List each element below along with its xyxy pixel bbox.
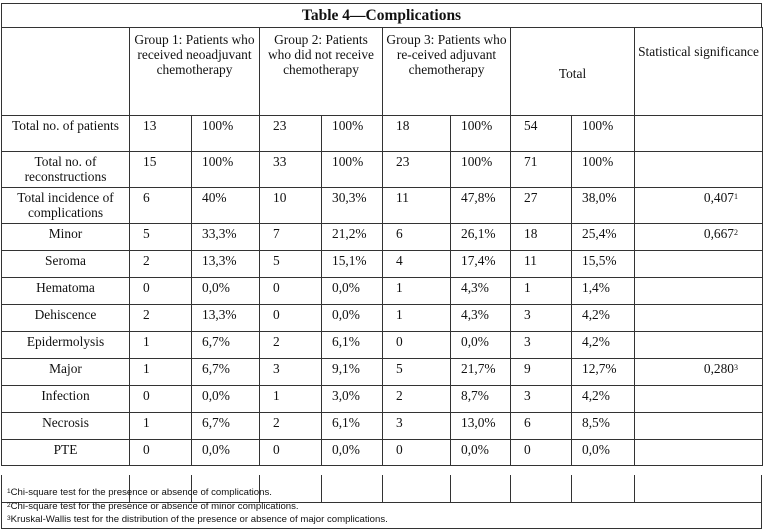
cell-g1n: 0	[130, 440, 192, 466]
cell-g3n: 11	[383, 188, 451, 224]
cell-g3p: 4,3%	[451, 278, 511, 305]
footnote-1: $^1$Chi-square test for the presence or absence of complications.	[7, 487, 272, 498]
cell-g3p: 100%	[451, 152, 511, 188]
cell-g2n: 0	[260, 440, 322, 466]
table-row	[2, 305, 763, 332]
cell-g1p: 6,7%	[192, 413, 260, 440]
cell-g3n: 5	[383, 359, 451, 386]
row-label: Epidermolysis	[2, 332, 130, 359]
cell-g3p: 4,3%	[451, 305, 511, 332]
cell-tp: 0,0%	[572, 440, 635, 466]
cell-g2p: 6,1%	[322, 332, 383, 359]
cell-tn: 27	[511, 188, 572, 224]
cell-tn: 9	[511, 359, 572, 386]
cell-g2n: 0	[260, 278, 322, 305]
cell-tp: 4,2%	[572, 386, 635, 413]
cell-g3p: 13,0%	[451, 413, 511, 440]
cell-g1n: 1	[130, 413, 192, 440]
cell-g1p: 13,3%	[192, 251, 260, 278]
header-row	[2, 28, 763, 116]
cell-g1n: 1	[130, 359, 192, 386]
cell-g2p: 100%	[322, 152, 383, 188]
cell-g3p: 100%	[451, 116, 511, 152]
cell-g1p: 6,7%	[192, 359, 260, 386]
table-row	[2, 332, 763, 359]
cell-g2n: 0	[260, 305, 322, 332]
cell-tn: 3	[511, 305, 572, 332]
cell-g1n: 1	[130, 332, 192, 359]
row-label: Hematoma	[2, 278, 130, 305]
cell-g2p: 15,1%	[322, 251, 383, 278]
cell-g3n: 0	[383, 332, 451, 359]
cell-significance	[635, 332, 763, 359]
cell-significance	[635, 305, 763, 332]
cell-g2n: 23	[260, 116, 322, 152]
table-row	[2, 440, 763, 466]
table-row	[2, 251, 763, 278]
cell-tn: 54	[511, 116, 572, 152]
cell-tn: 0	[511, 440, 572, 466]
cell-g3n: 4	[383, 251, 451, 278]
cell-g1n: 0	[130, 278, 192, 305]
table-row	[2, 359, 763, 386]
cell-g3p: 21,7%	[451, 359, 511, 386]
cell-g3n: 1	[383, 278, 451, 305]
cell-g3p: 0,0%	[451, 440, 511, 466]
cell-significance	[635, 413, 763, 440]
cell-significance	[635, 278, 763, 305]
row-label: Total no. of patients	[2, 116, 130, 152]
cell-tp: 38,0%	[572, 188, 635, 224]
table-title: Table 4—Complications	[1, 3, 762, 27]
cell-g3n: 3	[383, 413, 451, 440]
cell-g1n: 2	[130, 251, 192, 278]
cell-g2p: 9,1%	[322, 359, 383, 386]
row-label: Total no. of reconstructions	[2, 152, 130, 188]
table-row	[2, 152, 763, 188]
cell-tp: 12,7%	[572, 359, 635, 386]
cell-tp: 8,5%	[572, 413, 635, 440]
row-label: Dehiscence	[2, 305, 130, 332]
cell-tn: 18	[511, 224, 572, 251]
cell-g3n: 23	[383, 152, 451, 188]
cell-tp: 4,2%	[572, 305, 635, 332]
row-label: Infection	[2, 386, 130, 413]
footnote-3: $^3$Kruskal-Wallis test for the distribution of the presence or absence of major complications.	[7, 514, 388, 525]
cell-significance	[635, 116, 763, 152]
table-row	[2, 188, 763, 224]
row-label: Minor	[2, 224, 130, 251]
cell-g2n: 2	[260, 332, 322, 359]
cell-g3p: 8,7%	[451, 386, 511, 413]
cell-tn: 11	[511, 251, 572, 278]
cell-tn: 3	[511, 386, 572, 413]
cell-g3n: 2	[383, 386, 451, 413]
cell-g2p: 0,0%	[322, 305, 383, 332]
header-empty	[2, 28, 130, 116]
complications-table-container	[1, 3, 762, 525]
cell-significance: 0,407$^1$	[635, 188, 763, 224]
cell-tn: 6	[511, 413, 572, 440]
cell-tp: 100%	[572, 152, 635, 188]
cell-g1n: 15	[130, 152, 192, 188]
table-row	[2, 386, 763, 413]
cell-g2p: 0,0%	[322, 440, 383, 466]
cell-g3p: 26,1%	[451, 224, 511, 251]
cell-g2n: 10	[260, 188, 322, 224]
cell-g2n: 2	[260, 413, 322, 440]
cell-tn: 71	[511, 152, 572, 188]
cell-tp: 4,2%	[572, 332, 635, 359]
cell-g3p: 0,0%	[451, 332, 511, 359]
cell-g1p: 0,0%	[192, 386, 260, 413]
cell-g1n: 0	[130, 386, 192, 413]
cell-g3n: 18	[383, 116, 451, 152]
cell-g1p: 6,7%	[192, 332, 260, 359]
cell-significance	[635, 152, 763, 188]
header-total: Total	[511, 28, 635, 116]
cell-g2p: 100%	[322, 116, 383, 152]
table-row	[2, 116, 763, 152]
row-label: Major	[2, 359, 130, 386]
cell-tn: 3	[511, 332, 572, 359]
cell-g2p: 6,1%	[322, 413, 383, 440]
cell-tn: 1	[511, 278, 572, 305]
row-label: Total incidence of complications	[2, 188, 130, 224]
cell-tp: 1,4%	[572, 278, 635, 305]
cell-tp: 100%	[572, 116, 635, 152]
cell-significance	[635, 386, 763, 413]
cell-g1n: 13	[130, 116, 192, 152]
cell-g2n: 33	[260, 152, 322, 188]
header-group3: Group 3: Patients who re-ceived adjuvant chemotherapy	[383, 28, 511, 116]
cell-g2p: 3,0%	[322, 386, 383, 413]
cell-g1p: 40%	[192, 188, 260, 224]
cell-g3n: 0	[383, 440, 451, 466]
cell-g3n: 1	[383, 305, 451, 332]
cell-g1n: 5	[130, 224, 192, 251]
header-group2: Group 2: Patients who did not receive chemotherapy	[260, 28, 383, 116]
cell-significance	[635, 251, 763, 278]
cell-g2p: 21,2%	[322, 224, 383, 251]
cell-significance	[635, 440, 763, 466]
cell-g2n: 7	[260, 224, 322, 251]
cell-g1p: 13,3%	[192, 305, 260, 332]
footnotes	[1, 475, 762, 529]
cell-g2p: 30,3%	[322, 188, 383, 224]
cell-g2n: 5	[260, 251, 322, 278]
cell-g1n: 6	[130, 188, 192, 224]
cell-g1p: 0,0%	[192, 278, 260, 305]
cell-significance: 0,280$^3$	[635, 359, 763, 386]
cell-significance: 0,667$^2$	[635, 224, 763, 251]
cell-tp: 25,4%	[572, 224, 635, 251]
footnote-2: $^2$Chi-square test for the presence or absence of minor complications.	[7, 501, 299, 512]
row-label: Necrosis	[2, 413, 130, 440]
cell-g3p: 17,4%	[451, 251, 511, 278]
row-label: PTE	[2, 440, 130, 466]
cell-g3n: 6	[383, 224, 451, 251]
cell-g1p: 100%	[192, 116, 260, 152]
table-row	[2, 278, 763, 305]
cell-g2p: 0,0%	[322, 278, 383, 305]
cell-g3p: 47,8%	[451, 188, 511, 224]
cell-g1n: 2	[130, 305, 192, 332]
cell-g1p: 100%	[192, 152, 260, 188]
header-group1: Group 1: Patients who received neoadjuvant chemotherapy	[130, 28, 260, 116]
cell-g1p: 0,0%	[192, 440, 260, 466]
cell-g2n: 3	[260, 359, 322, 386]
table-row	[2, 413, 763, 440]
row-label: Seroma	[2, 251, 130, 278]
cell-g2n: 1	[260, 386, 322, 413]
header-significance: Statistical significance	[635, 28, 763, 116]
complications-table	[1, 27, 763, 466]
table-row	[2, 224, 763, 251]
cell-tp: 15,5%	[572, 251, 635, 278]
cell-g1p: 33,3%	[192, 224, 260, 251]
